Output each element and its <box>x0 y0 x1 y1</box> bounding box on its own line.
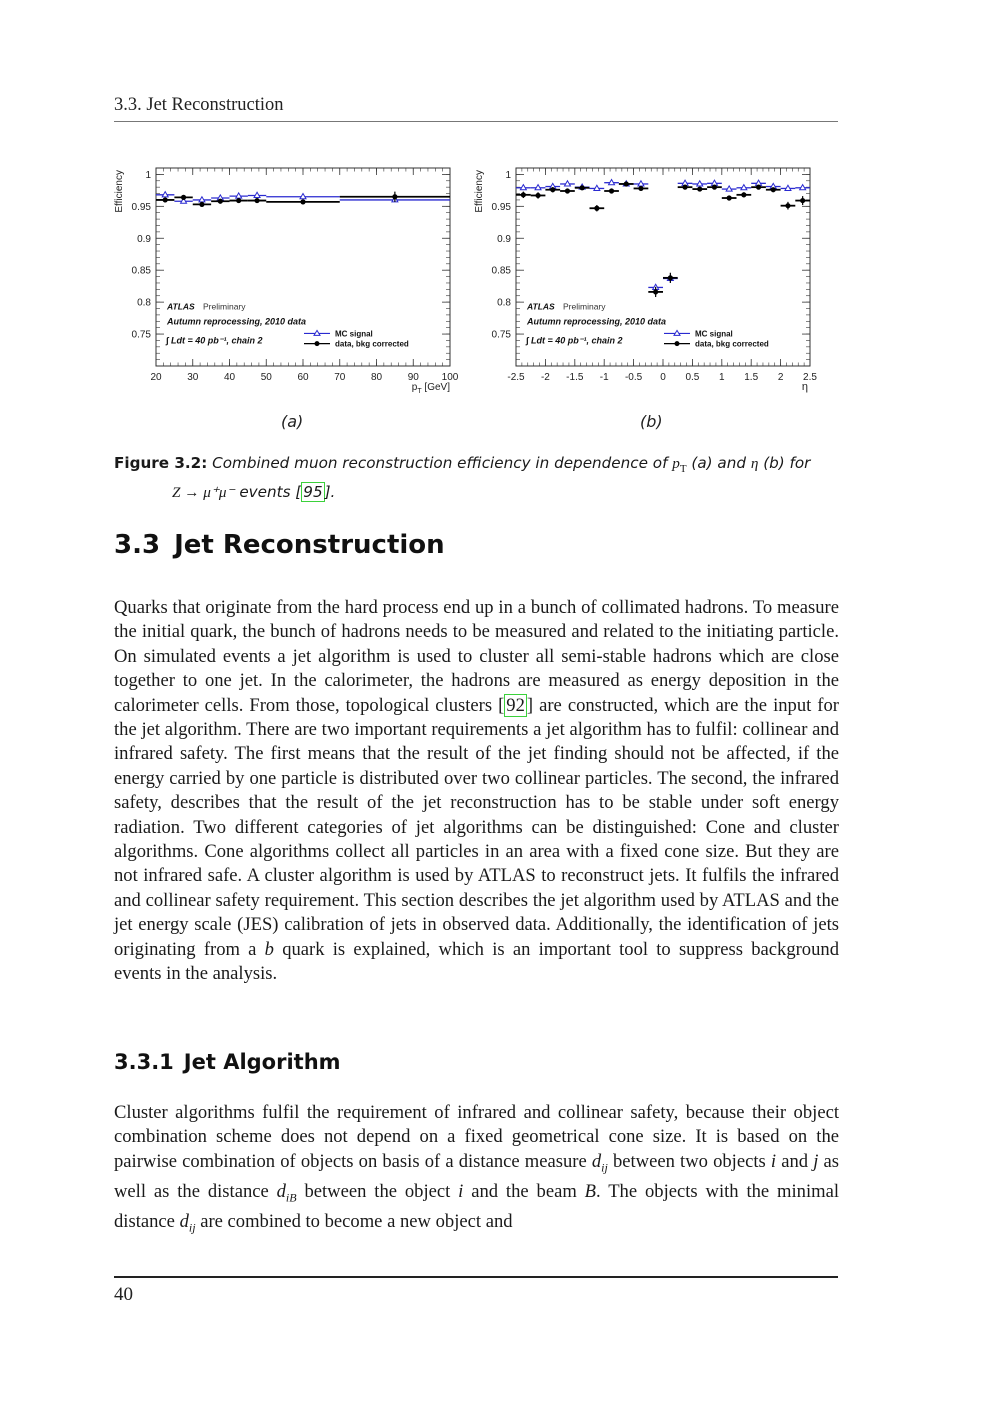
paragraph-text: are combined to become a new object and <box>195 1211 513 1233</box>
math-i: i <box>770 1150 777 1172</box>
x-tick-label: 50 <box>260 372 272 383</box>
data-point <box>638 186 643 191</box>
running-head: 3.3. Jet Reconstruction <box>114 95 284 115</box>
paragraph-text: quark is explained, which is an important tool to suppress background events in the analysis. <box>114 938 839 985</box>
caption-label: Figure 3.2: <box>114 454 208 472</box>
y-tick-label: 0.95 <box>491 201 511 213</box>
subsection-heading <box>114 1050 341 1074</box>
data-point <box>727 195 732 200</box>
subfigure-label-b: (b) <box>640 412 663 431</box>
figure-caption <box>114 452 840 504</box>
section-heading <box>114 530 445 560</box>
legend-data-label: data, bkg corrected <box>335 339 409 349</box>
legend-data-marker <box>675 341 680 346</box>
y-tick-label: 0.8 <box>137 297 151 309</box>
x-tick-label: 90 <box>407 372 419 383</box>
math-b: b <box>264 938 274 960</box>
section-paragraph: Quarks that originate from the hard process end up in a bunch of collimated hadrons. To measure the initial quark, the bunch of hadrons needs to be measured and related to the initiating particle. On simulated events a jet algorithm is used to cluster all semi-stable hadrons which are close together to one jet. In the calorimeter, the hadrons are measured as energy deposition in the calorimeter cells. From those, topological clusters [ 92 ] are constructed, which are the input for the jet algorithm. There are two important requirements a jet algorithm has to fulfil: collinear and infrared safety. The first means that the result of the jet finding should not be affected, if the energy carried by one particle is distributed over two collinear particles. The second, the infrared safety, describes that the result of the jet reconstruction has to be stable under soft energy radiation. Two different categories of jet algorithms can be distinguished: Cone and cluster algorithms. Cone algorithms collect all particles in an area with a fixed cone size. But they are not infrared safe. A cluster algorithm is used by ATLAS to reconstruct jets. It fulfils the infrared and collinear safety requirement. This section describes the jet algorithm used by ATLAS and the jet energy scale (JES) calibration of jets in observed data. Additionally, the identification of jets originating from a b quark is explained, which is an important tool to suppress background events in the analysis. <box>114 597 839 985</box>
data-point <box>236 198 241 203</box>
x-tick-label: -1 <box>599 372 609 383</box>
paragraph-text: Quarks that originate from the hard process end up in a bunch of collimated hadrons. To measure the initial quark, the bunch of hadrons needs to be measured and related to the initiating particle. On simulated events a jet algorithm is used to cluster all semi-stable hadrons which are close together to one jet. In the calorimeter, the hadrons are measured as energy deposition in the calorimeter cells. From those, topological clusters <box>114 597 839 716</box>
section-title: Jet Reconstruction <box>174 530 445 560</box>
caption-text <box>212 454 811 476</box>
citation-link[interactable]: 92 <box>506 694 525 716</box>
x-tick-label: 80 <box>370 372 383 383</box>
luminosity-label: ∫ Ldt = 40 pb⁻¹, chain 2 <box>526 335 623 346</box>
y-tick-label: 1 <box>145 169 151 181</box>
data-point <box>741 192 746 197</box>
x-tick-label: 60 <box>297 372 309 383</box>
y-axis-label: Efficiency <box>114 170 125 213</box>
data-point <box>254 198 259 203</box>
subfigure-label-a: (a) <box>281 412 304 431</box>
math-p: p <box>672 455 680 472</box>
data-point <box>300 199 305 204</box>
dataset-label: Autumn reprocessing, 2010 data <box>167 316 307 327</box>
data-point <box>218 199 223 204</box>
legend-data-label: data, bkg corrected <box>695 339 769 349</box>
plot-b-canvas <box>470 160 820 400</box>
data-point <box>800 198 805 203</box>
math-sub: iB <box>285 1190 297 1205</box>
citation-link[interactable]: 95 <box>303 483 323 502</box>
x-tick-label: 100 <box>441 372 459 383</box>
paragraph-text: as well as the distance <box>114 1150 839 1202</box>
x-axis-label <box>412 382 450 395</box>
y-tick-label: 0.95 <box>131 201 151 213</box>
y-tick-label: 0.9 <box>497 233 511 245</box>
paragraph-text: and <box>776 1150 814 1172</box>
x-tick-label: 2 <box>777 372 784 383</box>
data-point <box>624 181 629 186</box>
preliminary-label: Preliminary <box>563 301 606 312</box>
paragraph-text: . The objects with the minimal distance <box>114 1180 840 1233</box>
caption-line-2 <box>114 481 840 504</box>
data-point <box>565 188 570 193</box>
subsection-number: 3.3.1 <box>114 1050 174 1074</box>
caption-end: . <box>330 483 336 502</box>
x-axis-label-p: p <box>411 382 418 393</box>
preliminary-label: Preliminary <box>203 301 246 312</box>
x-axis-label-sub: T <box>417 388 422 395</box>
x-tick-label: 0.5 <box>685 372 700 383</box>
paragraph-text: are constructed, which are the input for the jet algorithm. There are two important requirements a jet algorithm has to fulfil: collinear and infrared safety. The first means that the result of the jet finding should not be affected, if the energy carried by one particle is distributed over two collinear particles. The second, the infrared safety, describes that the result of the jet reconstruction has to be stable under soft energy radiation. Two different categories of jet algorithms can be distinguished: Cone and cluster algorithms. Cone algorithms collect all particles in an area with a fixed cone size. But they are not infrared safe. A cluster algorithm is used by ATLAS to reconstruct jets. It fulfils the infrared and collinear safety requirement. This section describes the jet algorithm used by ATLAS and the jet energy scale (JES) calibration of jets in observed data. Additionally, the identification of jets originating from a <box>114 694 839 960</box>
y-tick-label: 0.85 <box>131 265 151 277</box>
plot-a <box>110 160 460 400</box>
math-j: j <box>813 1150 819 1172</box>
x-tick-label: 70 <box>334 372 346 383</box>
data-point <box>682 185 687 190</box>
data-point <box>535 193 540 198</box>
data-point <box>609 188 614 193</box>
subsection-paragraph <box>114 1101 839 1240</box>
math-dij <box>591 1150 608 1175</box>
data-point <box>199 202 204 207</box>
data-point <box>594 206 599 211</box>
math-sub-t: T <box>679 463 687 476</box>
data-point <box>712 185 717 190</box>
plot-b <box>470 160 820 400</box>
y-tick-label: 0.85 <box>491 265 511 277</box>
data-point <box>521 192 526 197</box>
math-eta: η <box>750 455 759 472</box>
data-point <box>181 195 186 200</box>
x-axis-label-unit: [GeV] <box>421 382 450 393</box>
paragraph-text: between two objects <box>607 1150 771 1172</box>
x-tick-label: 2.5 <box>803 372 817 383</box>
x-tick-label: 1 <box>719 372 725 383</box>
x-tick-label: -0.5 <box>624 372 643 383</box>
data-point <box>697 186 702 191</box>
math-d: d <box>591 1150 602 1172</box>
math-sub: ij <box>601 1160 608 1175</box>
citation-close: ] <box>324 483 331 502</box>
data-point <box>550 187 555 192</box>
paragraph-text: between the object <box>296 1180 459 1202</box>
y-tick-label: 0.8 <box>497 297 511 309</box>
legend-mc-label: MC signal <box>695 329 733 339</box>
data-point <box>653 289 658 294</box>
atlas-label: ATLAS <box>167 301 195 312</box>
x-tick-label: 20 <box>150 372 162 383</box>
paragraph-text: and the beam <box>463 1180 585 1202</box>
y-axis-label: Efficiency <box>474 170 485 213</box>
data-point <box>392 194 397 199</box>
paragraph-text: Cluster algorithms fulfil the requirement of infrared and collinear safety, because their object combination scheme does not depend on a fixed geometrical cone size. It is based on the pairwise combination of objects on basis of a distance measure <box>114 1102 839 1172</box>
math-diB <box>276 1180 297 1205</box>
y-tick-label: 0.75 <box>491 329 511 341</box>
y-tick-label: 0.9 <box>137 233 151 245</box>
caption-text-part: (a) and <box>686 454 751 472</box>
legend-data-marker <box>315 341 320 346</box>
x-tick-label: -2 <box>540 372 550 383</box>
math-dij <box>179 1211 196 1235</box>
caption-text-part: Combined muon reconstruction efficiency in dependence of <box>212 454 673 472</box>
x-tick-label: 1.5 <box>744 372 759 383</box>
citation-open: [ <box>295 483 302 502</box>
math-d: d <box>276 1180 286 1202</box>
math-d: d <box>179 1211 189 1233</box>
header-rule <box>114 121 838 122</box>
math-pt <box>672 455 687 476</box>
x-axis-label: η <box>801 381 808 393</box>
data-point <box>668 275 673 280</box>
data-point <box>756 185 761 190</box>
math-z-decay: Z → μ⁺μ⁻ <box>172 484 235 502</box>
page-number: 40 <box>114 1284 133 1305</box>
x-tick-label: 30 <box>187 372 199 383</box>
math-i: i <box>458 1180 464 1202</box>
plot-a-canvas <box>110 160 460 400</box>
data-point <box>785 203 790 208</box>
y-tick-label: 1 <box>505 169 511 181</box>
y-tick-label: 0.75 <box>131 329 151 341</box>
luminosity-label: ∫ Ldt = 40 pb⁻¹, chain 2 <box>166 335 263 346</box>
dataset-label: Autumn reprocessing, 2010 data <box>527 316 667 327</box>
x-tick-label: 0 <box>660 372 666 383</box>
data-point <box>580 185 585 190</box>
caption-text-part: (b) for <box>758 454 811 472</box>
atlas-label: ATLAS <box>527 301 555 312</box>
footer-rule <box>114 1276 838 1278</box>
x-tick-label: 40 <box>223 372 236 383</box>
x-tick-label: -1.5 <box>566 372 584 383</box>
x-tick-label: -2.5 <box>507 372 525 383</box>
math-B: B <box>584 1180 597 1202</box>
section-number: 3.3 <box>114 530 161 560</box>
legend-mc-label: MC signal <box>335 329 373 339</box>
subsection-title: Jet Algorithm <box>183 1050 341 1074</box>
caption-text-part: events <box>234 483 296 502</box>
math-sub: ij <box>188 1220 196 1235</box>
data-point <box>163 197 168 202</box>
data-point <box>771 187 776 192</box>
